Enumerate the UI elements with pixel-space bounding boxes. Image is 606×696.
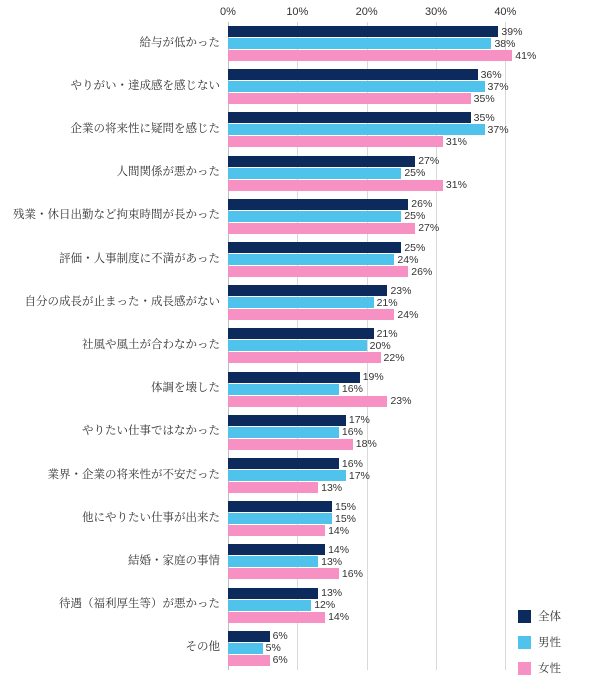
bar-value-label: 17% [348, 469, 370, 482]
x-tick-label: 10% [286, 6, 309, 18]
bar [228, 93, 471, 104]
bar-value-label: 15% [335, 500, 357, 513]
bar-row [228, 26, 540, 37]
bar-row [228, 254, 540, 265]
bar [228, 223, 415, 234]
legend-swatch [518, 610, 531, 623]
bar [228, 482, 318, 493]
bar-value-label: 16% [341, 457, 363, 470]
bar-row [228, 93, 540, 104]
bar-row [228, 266, 540, 277]
chart-legend [518, 608, 561, 686]
bar-value-label: 26% [411, 198, 433, 211]
bar-value-label: 13% [321, 587, 343, 600]
bar-group [151, 368, 540, 411]
bar-row [228, 180, 540, 191]
x-tick-label: 40% [494, 6, 517, 18]
bar [228, 427, 339, 438]
bar-row [228, 631, 540, 642]
bar-row [228, 81, 540, 92]
bar-group [13, 195, 540, 238]
bar [228, 612, 325, 623]
bar-value-label: 21% [376, 327, 398, 340]
bar [228, 26, 498, 37]
category-label: 結婚・家庭の事情 [128, 555, 220, 568]
bar-value-label: 23% [390, 395, 412, 408]
bar-value-label: 37% [487, 123, 509, 136]
bar-row [228, 556, 540, 567]
bar-value-label: 27% [418, 155, 440, 168]
bar [228, 643, 263, 654]
bar-group [70, 65, 540, 108]
bar-row [228, 69, 540, 80]
bar [228, 631, 270, 642]
bar [228, 81, 485, 92]
category-label: 残業・休日出勤など拘束時間が長かった [13, 209, 220, 222]
bar-row [228, 568, 540, 579]
bar-group [139, 22, 540, 65]
bar-row [228, 588, 540, 599]
bar [228, 458, 339, 469]
bar [228, 38, 491, 49]
bar-group [82, 411, 540, 454]
bar [228, 501, 332, 512]
category-label: その他 [185, 641, 220, 654]
bar-group [185, 627, 540, 670]
x-axis-tick-labels [220, 6, 540, 20]
bar-value-label: 23% [390, 284, 412, 297]
bar-row [228, 38, 540, 49]
bar-row [228, 352, 540, 363]
bar-row [228, 544, 540, 555]
bar-row [228, 156, 540, 167]
bar-row [228, 513, 540, 524]
bar-value-label: 17% [348, 414, 370, 427]
bar-value-label: 25% [404, 241, 426, 254]
bar-row [228, 199, 540, 210]
bar-value-label: 27% [418, 222, 440, 235]
bar-value-label: 35% [473, 92, 495, 105]
category-label: 給与が低かった [139, 36, 220, 49]
category-label: 企業の将来性に疑問を感じた [70, 123, 220, 136]
bar [228, 168, 401, 179]
bar [228, 568, 339, 579]
bar-row [228, 211, 540, 222]
x-tick-label: 0% [220, 6, 236, 18]
bar-row [228, 242, 540, 253]
bar [228, 600, 311, 611]
bar [228, 470, 346, 481]
bar-value-label: 16% [341, 426, 363, 439]
bar-value-label: 31% [445, 179, 467, 192]
bar-value-label: 16% [341, 383, 363, 396]
bar-value-label: 39% [501, 25, 523, 38]
bar-row [228, 525, 540, 536]
bar [228, 415, 346, 426]
bar-row [228, 168, 540, 179]
bar-value-label: 6% [272, 654, 288, 667]
bar [228, 156, 415, 167]
bar-group [128, 540, 540, 583]
bar-row [228, 415, 540, 426]
bar-row [228, 223, 540, 234]
bar-group [59, 584, 540, 627]
bar-value-label: 26% [411, 265, 433, 278]
bar-value-label: 24% [397, 253, 419, 266]
legend-label: 男性 [538, 637, 561, 649]
legend-item [518, 660, 561, 676]
bar-value-label: 14% [328, 543, 350, 556]
bar-row [228, 655, 540, 666]
category-label: 社風や風土が合わなかった [82, 339, 220, 352]
bar-row [228, 470, 540, 481]
bar-row [228, 328, 540, 339]
bar-value-label: 5% [265, 642, 281, 655]
bar-row [228, 340, 540, 351]
category-label: 評価・人事制度に不満があった [59, 252, 220, 265]
legend-item [518, 608, 561, 624]
bar [228, 544, 325, 555]
legend-label: 女性 [538, 663, 561, 675]
bar-row [228, 309, 540, 320]
bar [228, 112, 471, 123]
bar-group [24, 281, 540, 324]
bar-row [228, 112, 540, 123]
bar-value-label: 37% [487, 80, 509, 93]
bar-group [82, 324, 540, 367]
bar-value-label: 15% [335, 512, 357, 525]
bar-value-label: 35% [473, 111, 495, 124]
bar-group [116, 152, 540, 195]
category-label: 他にやりたい仕事が出来た [82, 511, 220, 524]
x-tick-label: 30% [424, 6, 448, 18]
category-label: 人間関係が悪かった [116, 166, 220, 179]
bar [228, 340, 367, 351]
bar [228, 655, 270, 666]
category-label: 業界・企業の将来性が不安だった [47, 468, 220, 481]
bar-group [47, 454, 540, 497]
bar [228, 69, 478, 80]
category-label: 自分の成長が止まった・成長感がない [24, 295, 220, 308]
bar-value-label: 22% [383, 351, 405, 364]
bar-value-label: 24% [397, 308, 419, 321]
bar [228, 328, 374, 339]
category-label: 待遇（福利厚生等）が悪かった [59, 598, 220, 611]
bar-value-label: 14% [328, 524, 350, 537]
bar [228, 199, 408, 210]
bar [228, 285, 387, 296]
category-label: やりたい仕事ではなかった [82, 425, 220, 438]
bar-row [228, 643, 540, 654]
bar-row [228, 600, 540, 611]
bar [228, 439, 353, 450]
bar-value-label: 19% [362, 371, 384, 384]
bar-value-label: 38% [494, 37, 516, 50]
bar [228, 124, 485, 135]
legend-swatch [518, 662, 531, 675]
x-tick-label: 20% [355, 6, 378, 18]
bar [228, 136, 443, 147]
bar [228, 211, 401, 222]
bar [228, 242, 401, 253]
bar-row [228, 136, 540, 147]
bar-value-label: 16% [341, 567, 363, 580]
bar-row [228, 427, 540, 438]
bar [228, 588, 318, 599]
category-label: 体調を壊した [151, 382, 220, 395]
bar-row [228, 297, 540, 308]
bar-row [228, 50, 540, 61]
bar-value-label: 41% [515, 49, 537, 62]
bar-value-label: 13% [321, 481, 343, 494]
bar [228, 254, 394, 265]
bar-row [228, 285, 540, 296]
bar-value-label: 25% [404, 210, 426, 223]
bar-row [228, 612, 540, 623]
category-label: やりがい・達成感を感じない [70, 79, 220, 92]
bar [228, 180, 443, 191]
bar-row [228, 124, 540, 135]
bar [228, 556, 318, 567]
bar [228, 297, 374, 308]
bar-row [228, 482, 540, 493]
bar-group [82, 497, 540, 540]
bar-group [70, 108, 540, 151]
bar [228, 513, 332, 524]
plot-area [13, 22, 540, 670]
bar-group [59, 238, 540, 281]
bar [228, 525, 325, 536]
bar-value-label: 13% [321, 555, 343, 568]
bar-row [228, 372, 540, 383]
bar-row [228, 439, 540, 450]
legend-swatch [518, 636, 531, 649]
bar [228, 384, 339, 395]
legend-label: 全体 [538, 611, 561, 623]
bar-value-label: 18% [355, 438, 377, 451]
bar-value-label: 21% [376, 296, 398, 309]
bar-value-label: 25% [404, 167, 426, 180]
bar [228, 372, 360, 383]
bar [228, 352, 381, 363]
bar [228, 50, 512, 61]
bar-value-label: 36% [480, 68, 502, 81]
bar-row [228, 384, 540, 395]
bar-value-label: 14% [328, 611, 350, 624]
bar-value-label: 12% [314, 599, 336, 612]
bar-row [228, 458, 540, 469]
bar [228, 309, 394, 320]
bar-value-label: 6% [272, 630, 288, 643]
bar-value-label: 20% [369, 339, 391, 352]
bar [228, 266, 408, 277]
bar [228, 396, 387, 407]
bar-row [228, 501, 540, 512]
legend-item [518, 634, 561, 650]
bar-value-label: 31% [445, 135, 467, 148]
bar-row [228, 396, 540, 407]
